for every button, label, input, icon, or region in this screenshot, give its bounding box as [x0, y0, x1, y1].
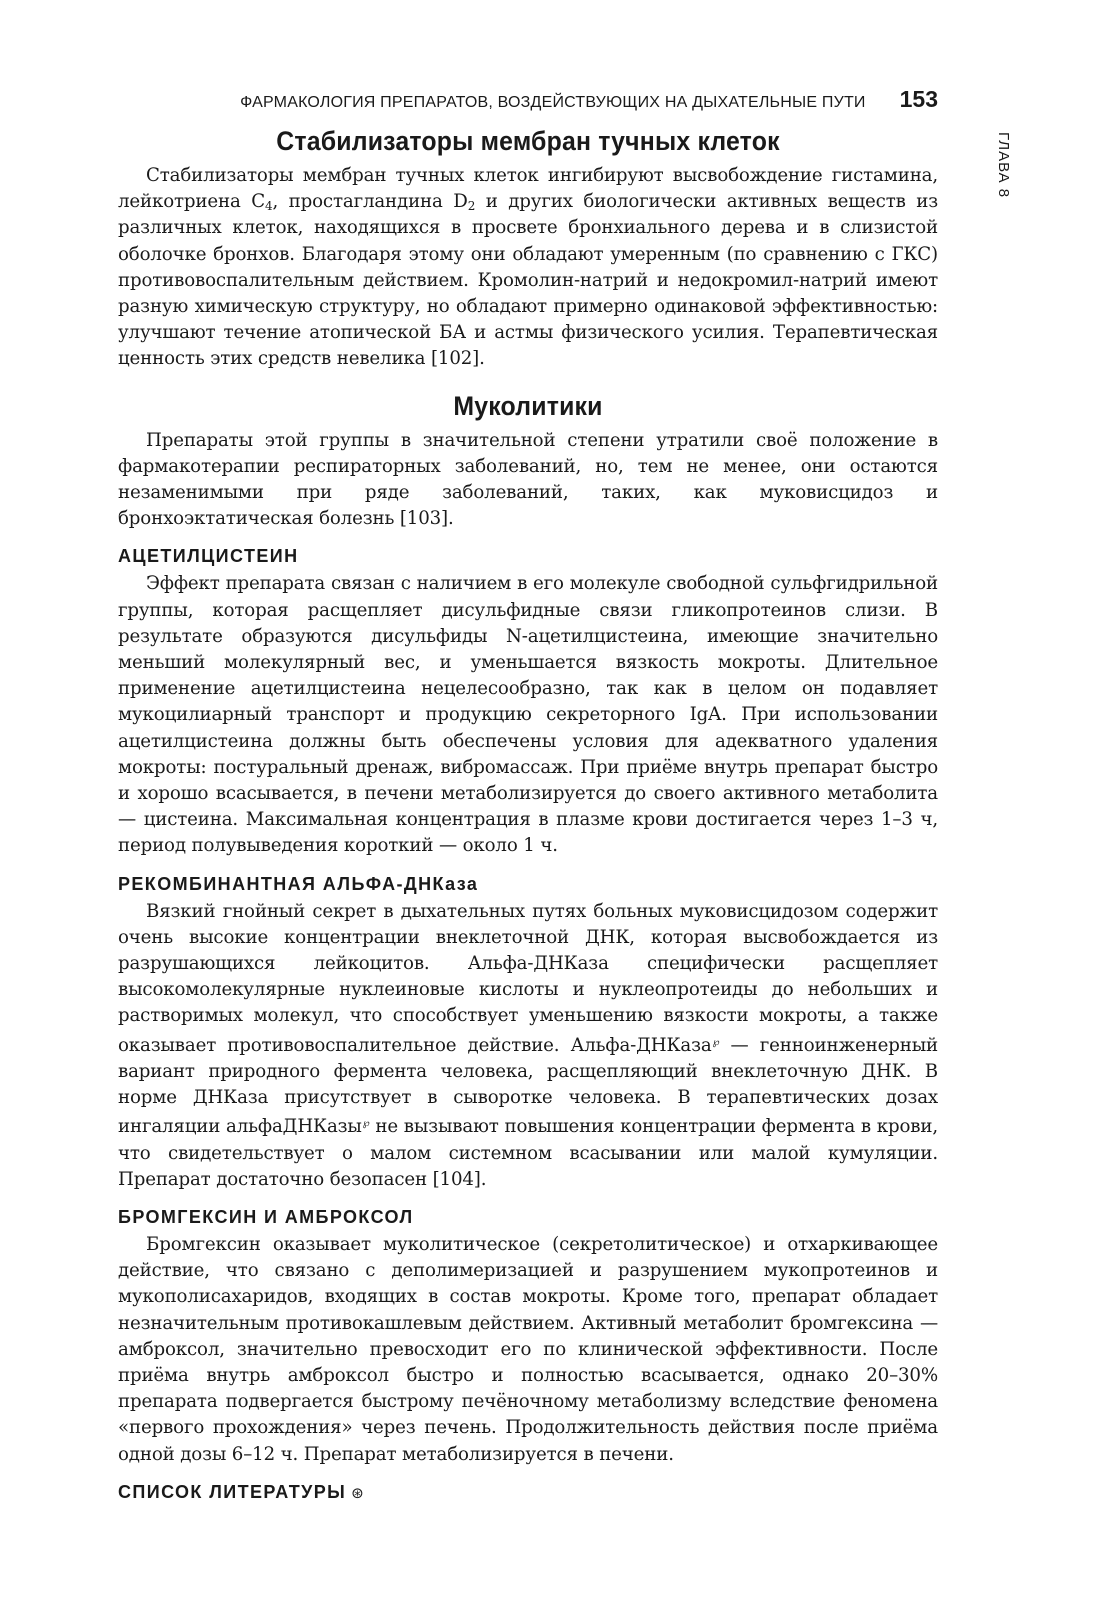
registered-drug-mark-icon: ℘ — [712, 1036, 720, 1048]
paragraph-mucolytics-intro: Препараты этой группы в значительной степени утратили своё положение в фармакотерапии респираторных заболеваний, но, тем не менее, они остаются незаменимыми при ряде заболеваний, таких, как муковисцидоз и бронхоэктатическая болезнь [103]. — [118, 429, 938, 530]
paragraph-mast-cell-stabilizers: Стабилизаторы мембран тучных клеток ингибируют высвобождение гистамина, лейкотриена $С_4$, простагландина $D_2$ и других биологически активных веществ из различных клеток, находящихся в просвете бронхиального дерева и в слизистой оболочке бронхов. Благодаря этому они обладают умеренным (по сравнению с ГКС) противовоспалительным действием. Кромолин-натрий и недокромил-натрий имеют разную химическую структуру, но обладают примерно одинаковой эффективностью: улучшают течение атопической БА и астмы физического усилия. Терапевтическая ценность этих средств невелика [102]. — [118, 165, 938, 370]
running-head — [118, 86, 938, 116]
subheading-references: СПИСОК ЛИТЕРАТУРЫ ⊛ — [118, 1481, 366, 1502]
running-head-title: ФАРМАКОЛОГИЯ ПРЕПАРАТОВ, ВОЗДЕЙСТВУЮЩИХ НА ДЫХАТЕЛЬНЫЕ ПУТИ — [240, 94, 866, 111]
subheading-bromhexine-ambroxol: БРОМГЕКСИН И АМБРОКСОЛ — [118, 1206, 414, 1227]
registered-drug-mark-icon: ℘ — [362, 1118, 370, 1130]
page-number: 153 — [899, 86, 938, 112]
paragraph-bromhexine-ambroxol: Бромгексин оказывает муколитическое (секретолитическое) и отхаркивающее действие, что связано с деполимеризацией и разрушением мукопротеинов и мукополисахаридов, входящих в состав мокроты. Кроме того, препарат обладает незначительным противокашлевым действием. Активный метаболит бромгексина — амброксол, значительно превосходит его по клинической эффективности. После приёма внутрь амброксол быстро и полностью всасывается, однако 20–30% препарата подвергается быстрому печёночному метаболизму вследствие феномена «первого прохождения» через печень. Продолжительность действия после приёма одной дозы 6–12 ч. Препарат метаболизируется в печени. — [118, 1233, 938, 1465]
section-heading-mucolytics: Муколитики — [453, 390, 603, 421]
section-heading-mast-cell-stabilizers: Стабилизаторы мембран тучных клеток — [276, 126, 780, 156]
subheading-dnase: РЕКОМБИНАНТНАЯ АЛЬФА-ДНКаза — [118, 873, 479, 894]
disc-icon: ⊛ — [351, 1483, 366, 1502]
subheading-acetylcysteine: АЦЕТИЛЦИСТЕИН — [118, 546, 299, 567]
paragraph-dnase: Вязкий гнойный секрет в дыхательных путях больных муковисцидозом содержит очень высокие концентрации внеклеточной ДНК, которая высвобождается из разрушающихся лейкоцитов. Альфа-ДНКаза специфически расщепляет высокомолекулярные нуклеиновые кислоты и нуклеопротеиды до небольших и растворимых молекул, что способствует уменьшению вязкости мокроты, а также оказывает противовоспалительное действие. Альфа-ДНКаза℘ — генноинженерный вариант природного фермента человека, расщепляющий внеклеточную ДНК. В норме ДНКаза присутствует в сыворотке человека. В терапевтических дозах ингаляции альфаДНКазы℘ не вызывают повышения концентрации фермента в крови, что свидетельствует о малом системном всасывании или малой кумуляции. Препарат достаточно безопасен [104]. — [118, 900, 938, 1190]
chapter-side-tab: ГЛАВА 8 — [995, 132, 1012, 199]
paragraph-acetylcysteine: Эффект препарата связан с наличием в его молекуле свободной сульфгидрильной группы, которая расщепляет дисульфидные связи гликопротеинов слизи. В результате образуются дисульфиды N-ацетилцистеина, имеющие значительно меньший молекулярный вес, и уменьшается вязкость мокроты. Длительное применение ацетилцистеина нецелесообразно, так как в целом он подавляет мукоцилиарный транспорт и продукцию секреторного IgA. При использовании ацетилцистеина должны быть обеспечены условия для адекватного удаления мокроты: постуральный дренаж, вибромассаж. При приёме внутрь препарат быстро и хорошо всасывается, в печени метаболизируется до своего активного метаболита — цистеина. Максимальная концентрация в плазме крови достигается через 1–3 ч, период полувыведения короткий — около 1 ч. — [118, 573, 938, 857]
page-content — [118, 86, 938, 1507]
